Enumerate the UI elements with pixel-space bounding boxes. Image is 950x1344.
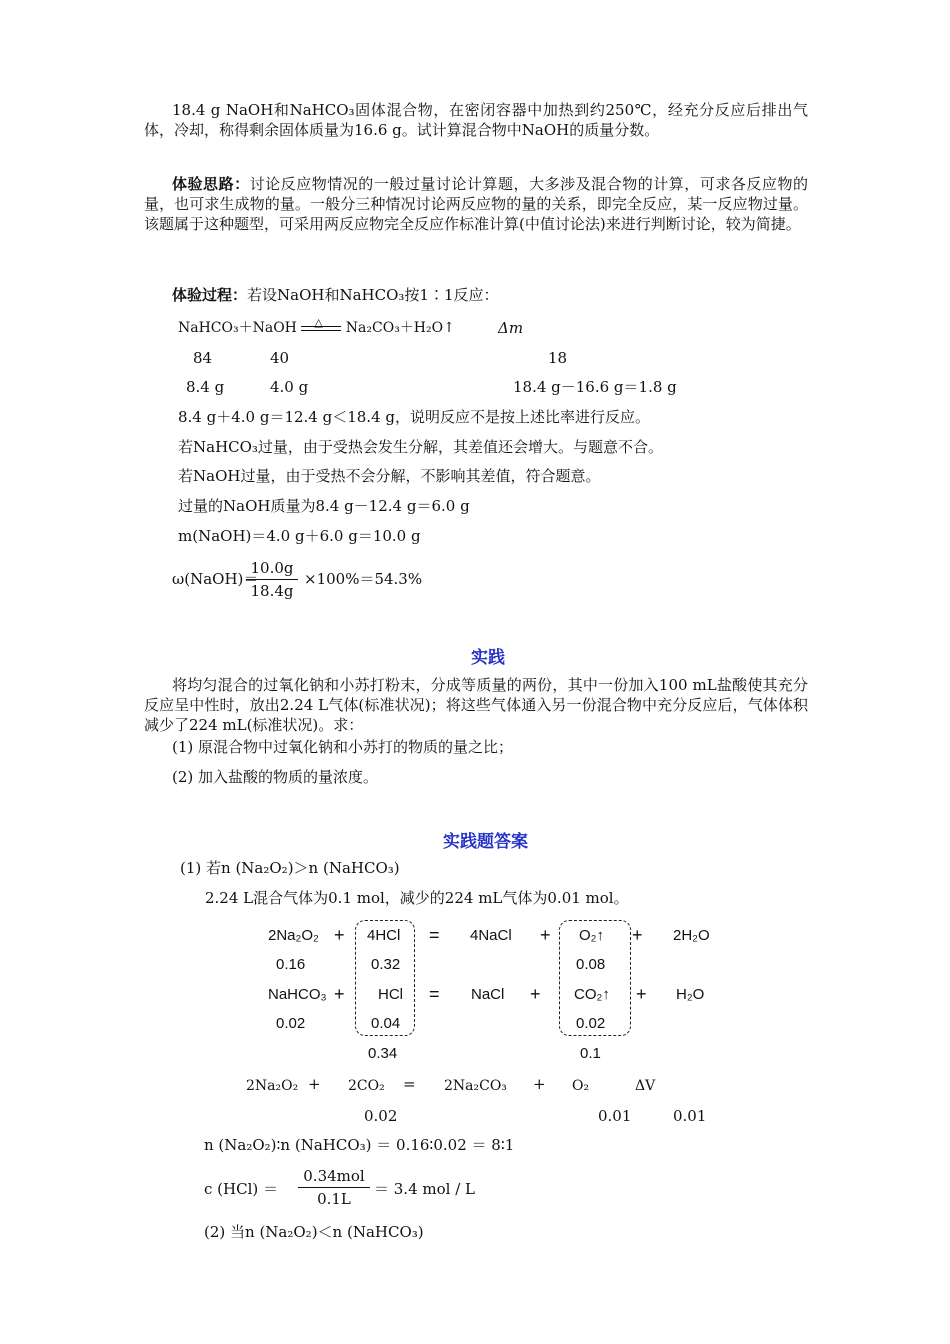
eq1-product-2: O₂↑ [579,927,604,944]
mass-fraction-right: ×100%＝54.3% [304,570,423,588]
process-line-4: 过量的NaOH质量为8.4 g－12.4 g＝6.0 g [178,497,470,515]
eq2-value-1: 0.02 [276,1015,306,1032]
eq-left: NaHCO₃＋NaOH [178,320,297,336]
mass-fraction-left: ω(NaOH)＝ [172,570,259,588]
heat-arrow [301,316,341,335]
eq2-product-3: H₂O [676,986,705,1003]
eq1-plus-3: + [632,925,643,945]
concentration-fraction [298,1166,370,1209]
heat-symbol: △ [314,316,323,329]
eq2-plus-3: + [636,984,647,1004]
eq1-product-1: 4NaCl [470,927,512,944]
practice-text: 将均匀混合的过氧化钠和小苏打粉末，分成等质量的两份，其中一份加入100 mL盐酸使其充分反应呈中性时，放出2.24 L气体(标准状况)；将这些气体通入另一份混合物中充分反应后，气体体积减少了224 mL(标准状况)。求： [144,676,808,734]
mass-nahco3: 8.4 g [186,378,225,396]
eq2-value-2: 0.04 [371,1015,401,1032]
idea-label: 体验思路： [172,175,250,193]
eq3-delta-v: ΔV [635,1078,656,1094]
eq2-plus-1: + [334,984,345,1004]
process-line-5: m(NaOH)＝4.0 g＋6.0 g＝10.0 g [178,527,421,545]
delta-m-label: Δm [498,319,524,337]
concentration-numerator: 0.34mol [303,1167,365,1185]
reaction-equation [178,318,455,338]
eq1-plus-1: + [334,925,345,945]
practice-title: 实践 [471,648,505,668]
eq3-plus-1: + [308,1075,321,1093]
eq2-reactant-2: HCl [378,986,403,1003]
idea-text: 讨论反应物情况的一般过量讨论计算题，大多涉及混合物的计算，可求各反应物的量，也可求生成物的量。一般分三种情况讨论两反应物的量的关系，即完全反应，某一反应物过量。该题属于这种题型，可采用两反应物完全反应作标准计算(中值讨论法)来进行判断讨论，较为简捷。 [144,175,808,233]
process-label: 体验过程： [172,286,248,304]
sum-hcl: 0.34 [368,1045,398,1062]
answer-gas-line: 2.24 L混合气体为0.1 mol，减少的224 mL气体为0.01 mol。 [205,889,629,907]
eq2-value-3: 0.02 [576,1015,606,1032]
molar-mass-nahco3: 84 [193,349,213,367]
mass-naoh: 4.0 g [270,378,309,396]
mass-fraction-fraction [246,558,298,601]
eq3-product-1: 2Na₂CO₃ [444,1078,507,1094]
ratio-line: n (Na₂O₂)∶n (NaHCO₃) ＝ 0.16∶0.02 ＝ 8∶1 [204,1136,515,1154]
eq2-product-1: NaCl [471,986,505,1003]
idea-paragraph [144,174,808,234]
practice-question-1: (1) 原混合物中过氧化钠和小苏打的物质的量之比； [172,738,514,756]
eq2-equals: = [429,984,440,1004]
eq1-product-3: 2H₂O [673,927,710,944]
eq3-value-2: 0.01 [598,1107,632,1125]
process-line-3: 若NaOH过量，由于受热不会分解，不影响其差值，符合题意。 [178,467,601,485]
eq1-equals: = [429,925,440,945]
eq1-reactant-2: 4HCl [367,927,401,944]
fraction-numerator: 10.0g [250,559,294,577]
eq3-plus-2: + [533,1075,546,1093]
eq1-value-1: 0.16 [276,956,306,973]
answer-title: 实践题答案 [443,832,528,852]
eq2-plus-2: + [530,984,541,1004]
eq1-value-3: 0.08 [576,956,606,973]
eq3-product-2: O₂ [572,1078,590,1094]
molar-mass-naoh: 40 [270,349,290,367]
concentration-right: ＝ 3.4 mol / L [374,1180,475,1198]
fraction-denominator: 18.4g [250,582,294,600]
eq2-reactant-1: NaHCO₃ [268,986,327,1003]
eq3-equals: = [403,1075,416,1093]
eq3-value-1: 0.02 [364,1107,398,1125]
eq1-reactant-1: 2Na₂O₂ [268,927,319,944]
eq1-plus-2: + [540,925,551,945]
answer-case-2: (2) 当n (Na₂O₂)＜n (NaHCO₃) [204,1223,424,1241]
sum-gas: 0.1 [580,1045,601,1062]
problem-text: 18.4 g NaOH和NaHCO₃固体混合物，在密闭容器中加热到约250℃，经充分反应后排出气体，冷却，称得剩余固体质量为16.6 g。试计算混合物中NaOH的质量分数。 [144,101,808,139]
mass-diff: 18.4 g－16.6 g＝1.8 g [513,378,677,396]
practice-question-2: (2) 加入盐酸的物质的量浓度。 [172,768,379,786]
eq3-reactant-1: 2Na₂O₂ [246,1078,299,1094]
molar-mass-diff: 18 [548,349,568,367]
process-line-2: 若NaHCO₃过量，由于受热会发生分解，其差值还会增大。与题意不合。 [178,438,663,456]
process-line [172,285,499,305]
concentration-denominator: 0.1L [317,1190,351,1208]
eq-right: Na₂CO₃＋H₂O↑ [345,320,455,336]
eq3-reactant-2: 2CO₂ [348,1078,385,1094]
process-line-1: 8.4 g＋4.0 g＝12.4 g＜18.4 g，说明反应不是按上述比率进行反应。 [178,408,650,426]
answer-case-1: (1) 若n (Na₂O₂)＞n (NaHCO₃) [180,859,400,877]
concentration-left: c (HCl) ＝ [204,1180,278,1198]
eq2-product-2: CO₂↑ [574,986,610,1003]
process-intro: 若设NaOH和NaHCO₃按1∶1反应： [247,286,499,304]
eq1-value-2: 0.32 [371,956,401,973]
eq3-value-3: 0.01 [673,1107,707,1125]
